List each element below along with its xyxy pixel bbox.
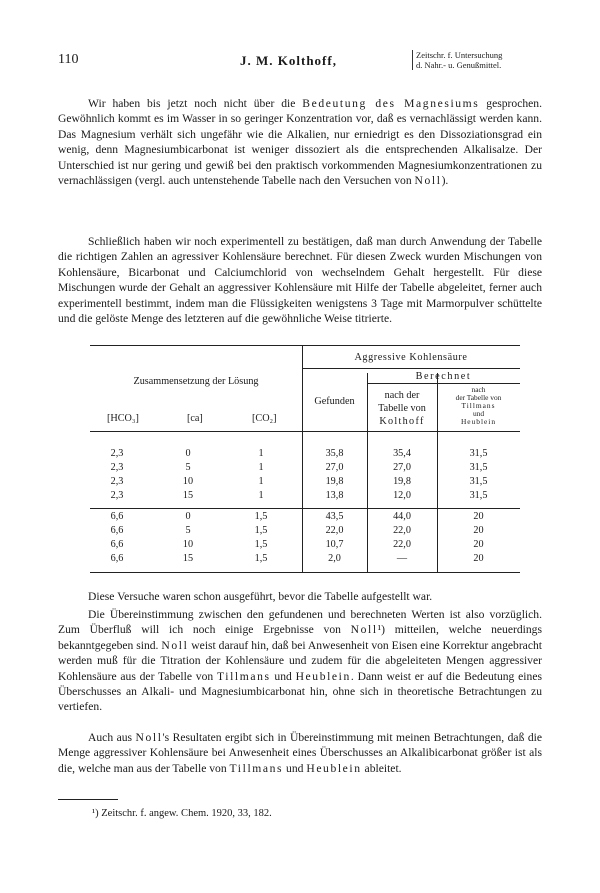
source-line-1: Zeitschr. f. Untersuchung (416, 50, 503, 60)
author-name: Tillmans (229, 761, 284, 775)
text-run: ableitet. (361, 761, 402, 775)
cell-kol: 12,0 (393, 490, 411, 501)
header-hco3: [HCO₃] (107, 413, 139, 424)
running-head-source (412, 50, 502, 70)
header-gefunden: Gefunden (314, 396, 355, 407)
text-run: Die Übereinstimmung zwischen den gefundenen und berechneten Werten ist also vorzüglich. Zum Überfluß will ich noch einige Ergebnisse von (58, 608, 542, 637)
cell-hco3: 2,3 (110, 490, 124, 501)
author-name: Heublein (295, 669, 351, 683)
cell-hco3: 6,6 (110, 525, 124, 536)
table-group-rule (90, 508, 520, 509)
paragraph-note: Diese Versuche waren schon ausgeführt, bevor die Tabelle aufgestellt war. (88, 590, 433, 603)
cell-kol: 19,8 (393, 476, 411, 487)
cell-hco3: 2,3 (110, 448, 124, 459)
author-name: Tillmans (216, 669, 271, 683)
cell-ca: 5 (185, 525, 191, 536)
cell-kol: — (396, 553, 408, 564)
cell-gef: 27,0 (325, 462, 344, 473)
cell-gef: 43,5 (325, 511, 344, 522)
header-kolthoff-2: Tabelle von (378, 403, 426, 414)
cell-ca: 15 (182, 490, 194, 501)
paragraph-experiment: Schließlich haben wir noch experimentell zu bestätigen, daß man durch Anwendung der Tabelle die richtigen Zahlen an agressiver Kohlensäure berechnet. Für diesen Zweck wurden Mischungen von Kohlensäure, Bicarbonat und Calciumchlorid von wechselndem Gehalt hergestellt. Für diese Mischungen wurde der Gehalt an aggressiver Kohlensäure mit Hilfe der Tabelle abgeleitet, ferner auch experimentell bestimmt, indem man die Flüssigkeiten wenigstens 3 Tage mit Marmorpulver schüttelte und die gelöste Menge des letzteren auf die gewöhnliche Weise titrierte. (58, 235, 542, 326)
cell-kol: 22,0 (393, 525, 411, 536)
text-run: 's Resultaten ergibt sich in Übereinstimmung mit meinen Betrachtungen, daß die Menge aggressiver Kohlensäure bei Anwesenheit eines Überschusses an Alkalibicarbonat größer ist als die, welche man aus der Tabelle von (58, 731, 542, 775)
author-name: Heublein (306, 761, 362, 775)
cell-co2: 1 (258, 462, 264, 473)
cell-til: 31,5 (469, 448, 488, 459)
cell-hco3: 6,6 (110, 511, 124, 522)
cell-gef: 35,8 (325, 448, 344, 459)
cell-co2: 1,5 (254, 553, 268, 564)
table-top-rule (90, 345, 520, 346)
author-name: Noll (135, 731, 163, 744)
header-tillmans-4: und (472, 409, 485, 418)
cell-ca: 10 (182, 539, 194, 550)
cell-ca: 0 (185, 448, 191, 459)
text-run: Wir haben bis jetzt noch nicht über die (88, 97, 303, 110)
cell-kol: 27,0 (393, 462, 411, 473)
cell-gef: 19,8 (325, 476, 344, 487)
cell-ca: 10 (182, 476, 194, 487)
cell-co2: 1,5 (254, 525, 268, 536)
source-line-2: d. Nahr.- u. Genußmittel. (416, 60, 502, 70)
emphasis-run: Bedeutung des Magnesiums (302, 97, 480, 110)
cell-gef: 22,0 (325, 525, 344, 536)
header-kolthoff-1: nach der (384, 390, 420, 401)
cell-til: 31,5 (469, 476, 488, 487)
cell-co2: 1,5 (254, 539, 268, 550)
header-tillmans-5: Heublein (460, 417, 497, 426)
running-head-author: J. M. Kolthoff, (240, 53, 337, 68)
header-tillmans-3: Tillmans (461, 401, 496, 410)
footnote: ¹) Zeitschr. f. angew. Chem. 1920, 33, 182. (92, 808, 272, 819)
header-ca: [ca] (187, 413, 203, 424)
cell-ca: 0 (185, 511, 191, 522)
cell-hco3: 6,6 (110, 539, 124, 550)
cell-gef: 2,0 (328, 553, 341, 564)
cell-til: 20 (473, 539, 484, 550)
cell-co2: 1 (258, 448, 264, 459)
page-number: 110 (58, 52, 79, 67)
paragraph-magnesium (58, 96, 542, 188)
text-run: . Dann weist er auf die Bedeutung eines Überschusses an Alkali- und Magnesiumbicarbonat hin, ohne sich in theoretische Betrachtungen zu vertiefen. (58, 669, 542, 714)
cell-til: 20 (473, 525, 484, 536)
cell-ca: 5 (185, 462, 191, 473)
header-co2: [CO₂] (252, 413, 277, 424)
paragraph-agreement (58, 607, 542, 715)
table-subhead-rule (367, 383, 520, 384)
text-run: und (270, 669, 296, 683)
header-berechnet: Berechnet (415, 371, 472, 382)
footnote-rule (58, 799, 118, 800)
table-bottom-rule (90, 572, 520, 573)
cell-hco3: 2,3 (110, 462, 124, 473)
author-name: Noll (414, 174, 442, 188)
cell-co2: 1 (258, 490, 264, 501)
cell-til: 20 (473, 511, 484, 522)
header-tillmans-1: nach (471, 385, 486, 394)
table-header-rule (90, 431, 520, 432)
header-kolthoff-3: Kolthoff (379, 416, 425, 427)
cell-gef: 10,7 (325, 539, 344, 550)
text-run: und (283, 761, 307, 775)
text-run: gesprochen. Gewöhnlich kommt es im Wasser in so geringer Konzentration vor, daß es vernachlässigt werden kann. Das Magnesium verhält sich ungefähr wie die Alkalien, nur erniedrigt es den Dissoziationsgrad ein wenig, denn Magnesiumbicarbonat ist weniger dissoziert als die entsprechenden Alkalisalze. Der Unterschied ist nur gering und gewiß bei den praktisch vorkommenden Magnesiumkonzentrationen zu vernachlässigen (vergl. auch untenstehende Tabelle nach den Versuchen von (58, 97, 543, 188)
text-run: ¹) mitteilen, welche neuerdings bekanntgegeben sind. (58, 623, 542, 652)
cell-gef: 13,8 (325, 490, 344, 501)
author-name: Noll (350, 623, 378, 637)
table-subhead-rule (302, 368, 520, 369)
cell-co2: 1 (258, 476, 264, 487)
text-run: weist darauf hin, daß bei Anwesenheit von Eisen eine Korrektur angebracht werden muß für die Titration der Kohlensäure und zudem für die abgeleiteten Mengen aggressiver Kohlensäure aus der Tabelle von (58, 638, 542, 683)
cell-kol: 44,0 (393, 511, 411, 522)
text-run: ). (441, 174, 449, 188)
cell-ca: 15 (182, 553, 194, 564)
author-name: Noll (161, 638, 189, 652)
paragraph-noll-results (58, 730, 542, 776)
cell-hco3: 2,3 (110, 476, 124, 487)
text-run: Auch aus (88, 731, 136, 744)
cell-til: 31,5 (469, 462, 488, 473)
cell-co2: 1,5 (254, 511, 268, 522)
cell-til: 31,5 (469, 490, 488, 501)
cell-kol: 35,4 (393, 448, 411, 459)
cell-til: 20 (473, 553, 484, 564)
header-tillmans-2: der Tabelle von (455, 393, 502, 402)
cell-kol: 22,0 (393, 539, 411, 550)
cell-hco3: 6,6 (110, 553, 124, 564)
header-composition: Zusammensetzung der Lösung (133, 376, 259, 387)
header-aggressive: Aggressive Kohlensäure (354, 352, 468, 363)
